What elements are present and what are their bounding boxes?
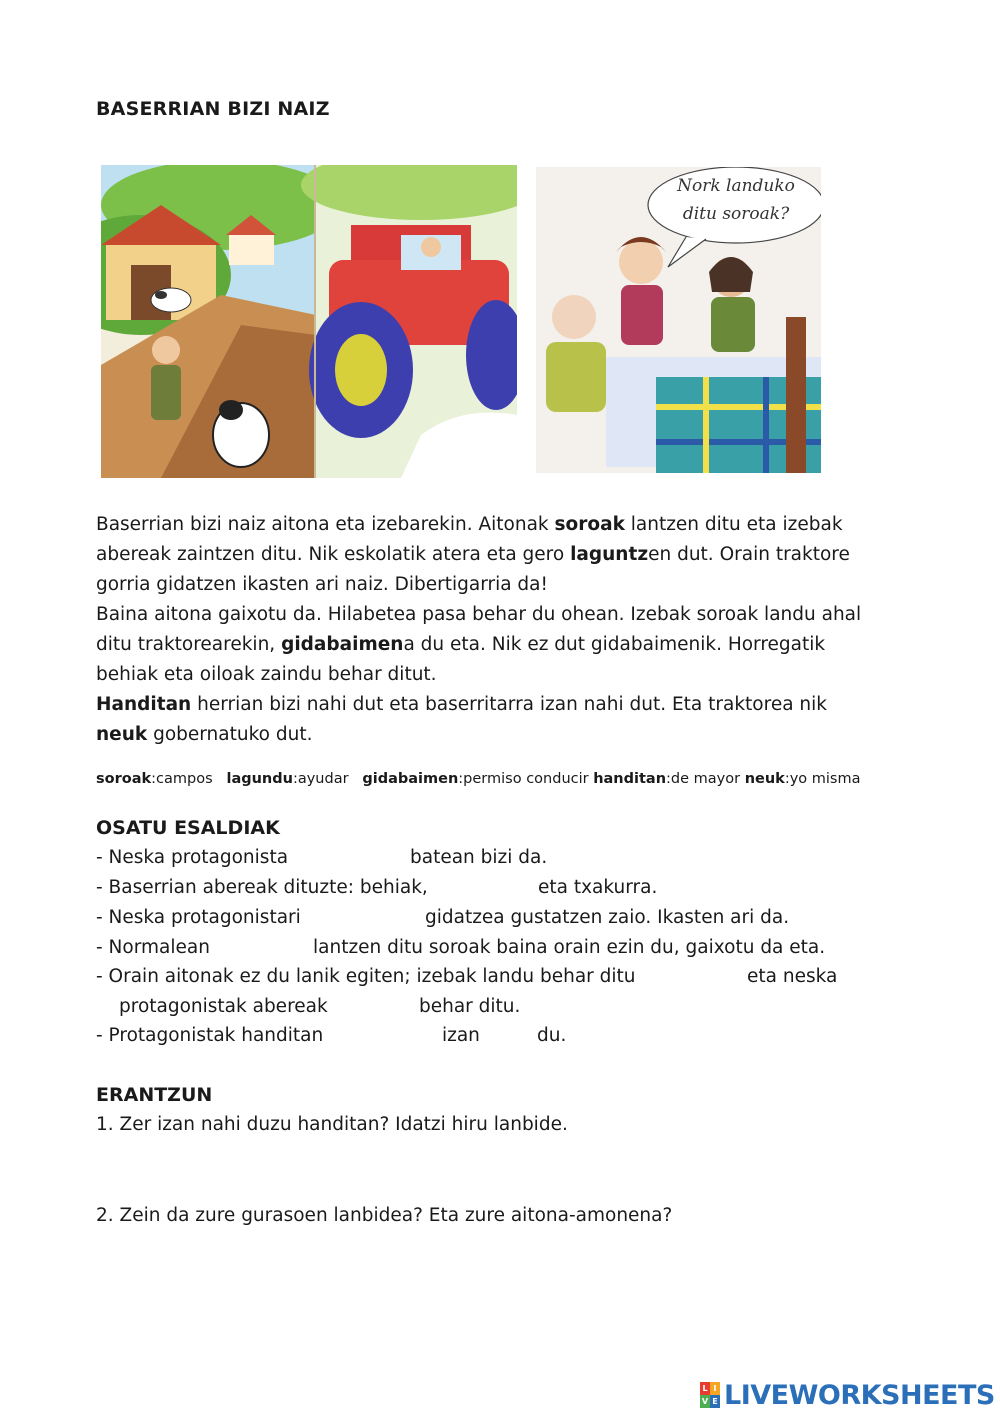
speech-bubble-line-2: ditu soroak? [682,204,790,224]
blank-4[interactable] [228,938,312,962]
farm-illustration [101,165,517,478]
blank-2[interactable] [458,878,537,902]
sentence-6-start: protagonistak abereak [119,996,328,1017]
reading-line: Baina aitona gaixotu da. Hilabetea pasa behar du ohean. Izebak soroak landu ahal [96,604,862,625]
answer-2-field[interactable] [96,1234,900,1348]
liveworksheets-logo [700,1378,995,1412]
bedroom-illustration [536,167,821,473]
sentence-4-start: - Normalean [96,937,210,958]
sentence-5-start: - Orain aitonak ez du lanik egiten; izebak landu behar ditu [96,966,636,987]
reading-line: abereak zaintzen ditu. Nik eskolatik atera eta gero laguntzen dut. Orain traktore [96,544,850,565]
sentence-1-end: batean bizi da. [410,847,548,868]
sentence-1-start: - Neska protagonista [96,847,289,868]
page-title: BASERRIAN BIZI NAIZ [96,98,330,120]
farm-illustration-svg [101,165,517,478]
logo-text: LIVEWORKSHEETS [724,1379,995,1411]
sentence-4-end: lantzen ditu soroak baina orain ezin du, gaixotu da eta. [313,937,826,958]
sentence-7-end: du. [537,1025,567,1046]
blank-6[interactable] [345,997,419,1021]
keyword-neuk: neuk [96,724,148,745]
question-2: 2. Zein da zure gurasoen lanbidea? Eta zure aitona-amonena? [96,1205,673,1226]
blank-5[interactable] [672,967,746,991]
speech-bubble-line-1: Nork landuko [677,176,795,196]
reading-passage [96,510,916,750]
reading-line: Baserrian bizi naiz aitona eta izebarekin. Aitonak soroak lantzen ditu eta izebak [96,514,843,535]
sentence-5-end: eta neska [747,966,838,987]
reading-line: behiak eta oiloak zaindu behar ditut. [96,664,437,685]
section-heading-erantzun: ERANTZUN [96,1084,213,1106]
blank-1[interactable] [310,848,409,872]
sentence-3-start: - Neska protagonistari [96,907,301,928]
keyword-laguntz: laguntz [570,544,649,565]
blank-7a[interactable] [348,1026,440,1050]
sentence-7-start: - Protagonistak handitan [96,1025,324,1046]
sentence-6-end: behar ditu. [419,996,521,1017]
keyword-soroak: soroak [554,514,625,535]
reading-line: gorria gidatzen ikasten ari naiz. Dibertigarria da! [96,574,548,595]
reading-line: Handitan herrian bizi nahi dut eta baserritarra izan nahi dut. Eta traktorea nik [96,694,827,715]
blank-7b[interactable] [484,1026,536,1050]
keyword-gidabaimen: gidabaimen [281,634,404,655]
glossary: soroak:campos lagundu:ayudar gidabaimen:permiso conducir handitan:de mayor neuk:yo misma [96,771,861,787]
sentence-2-start-text: - Baserrian abereak dituzte: behiak, [96,877,428,898]
logo-badge-icon: L I V E [700,1382,720,1408]
sentence-3-end: gidatzea gustatzen zaio. Ikasten ari da. [425,907,790,928]
question-1: 1. Zer izan nahi duzu handitan? Idatzi hiru lanbide. [96,1114,568,1135]
bedroom-illustration-svg [536,167,821,473]
sentence-7-mid: izan [442,1025,480,1046]
reading-line: neuk gobernatuko dut. [96,724,313,745]
sentence-2-end: eta txakurra. [538,877,658,898]
answer-1-field[interactable] [96,1142,900,1196]
keyword-handitan: Handitan [96,694,192,715]
blank-3[interactable] [325,908,424,932]
reading-line: ditu traktorearekin, gidabaimena du eta. Nik ez dut gidabaimenik. Horregatik [96,634,826,655]
section-heading-osatu: OSATU ESALDIAK [96,817,280,839]
